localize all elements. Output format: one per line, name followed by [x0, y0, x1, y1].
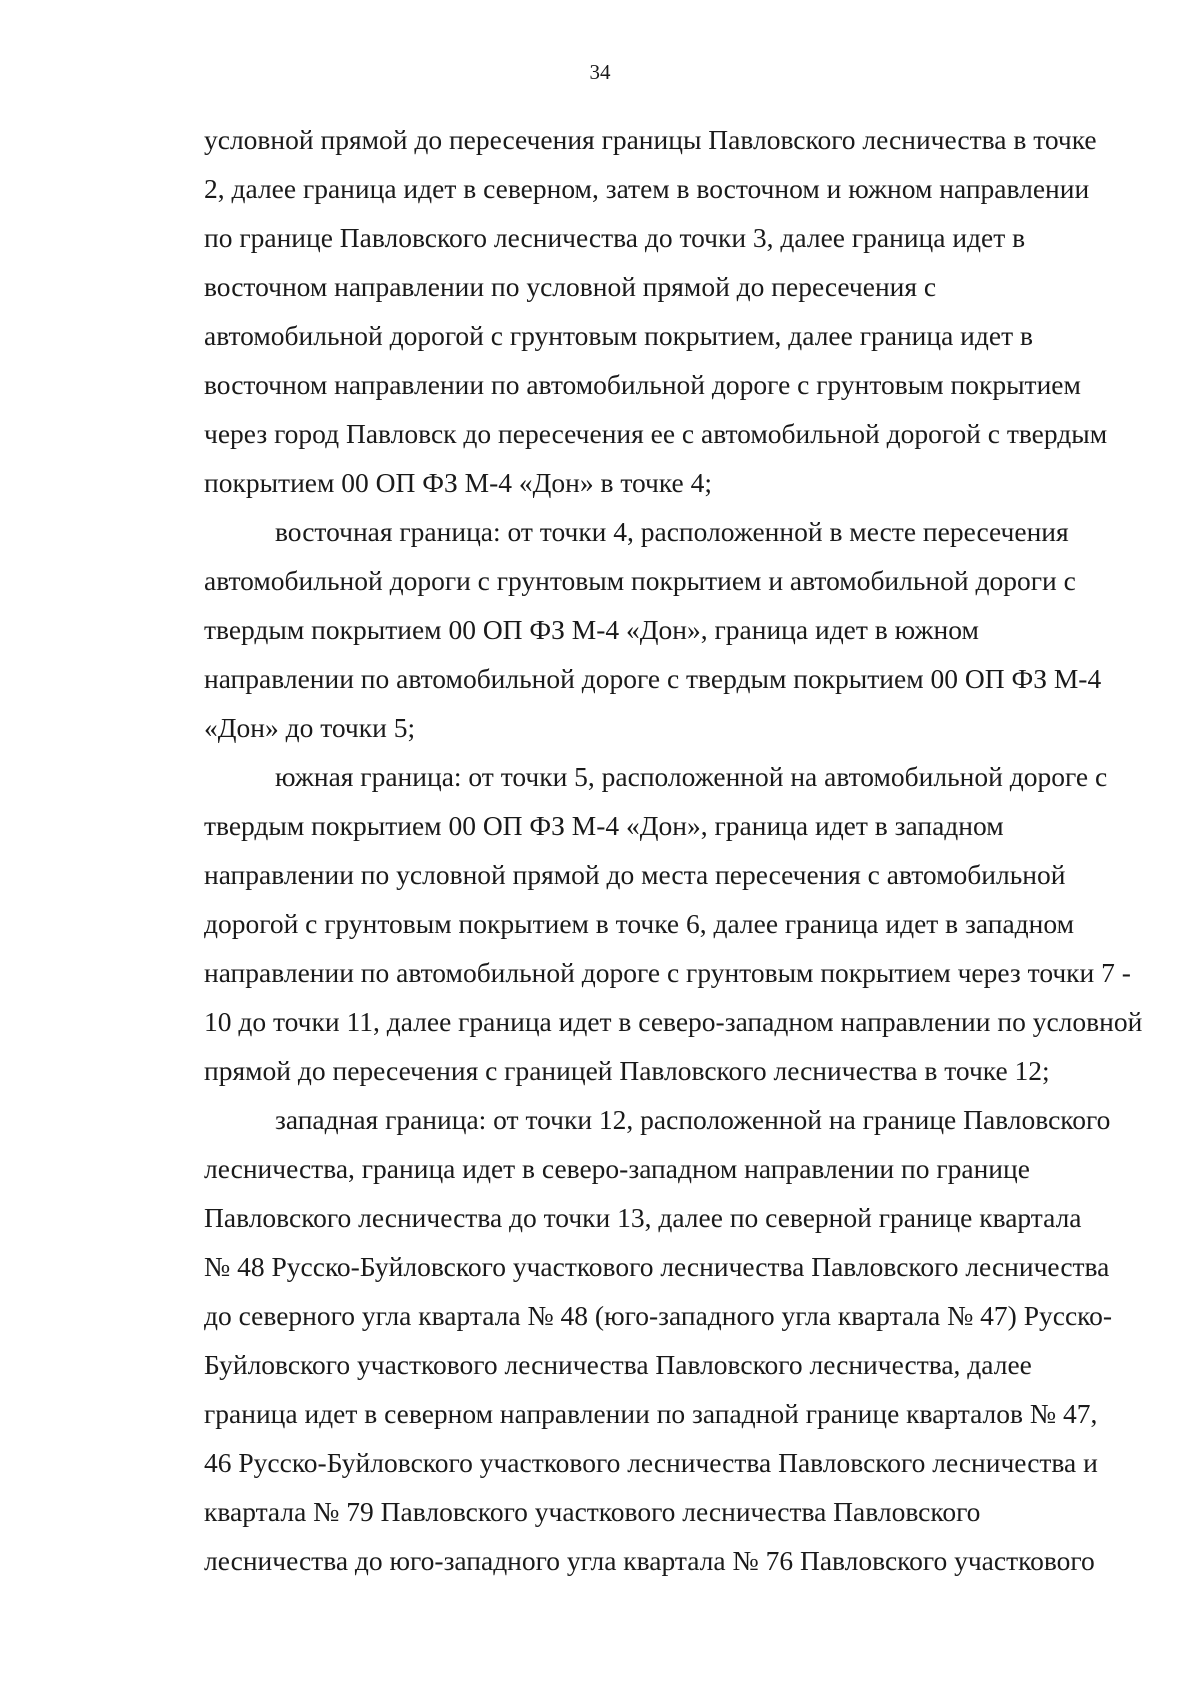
- page-number: 34: [589, 60, 611, 84]
- document-body: [204, 115, 1156, 1585]
- paragraph-west-border: западная граница: от точки 12, расположенной на границе Павловского лесничества, граница идет в северо-западном направлении по границе Павловского лесничества до точки 13, далее по северной границе квартала № 48 Русско-Буйловского участкового лесничества Павловского лесничества до северного угла квартала № 48 (юго-западного угла квартала № 47) Русско- Буйловского участкового лесничества Павловского лесничества, далее граница идет в северном направлении по западной границе кварталов № 47, 46 Русско-Буйловского участкового лесничества Павловского лесничества и квартала № 79 Павловского участкового лесничества Павловского лесничества до юго-западного угла квартала № 76 Павловского участкового: [204, 1104, 1113, 1576]
- paragraph-north-border-continuation: условной прямой до пересечения границы Павловского лесничества в точке 2, далее граница идет в северном, затем в восточном и южном направлении по границе Павловского лесничества до точки 3, далее граница идет в восточном направлении по условной прямой до пересечения с автомобильной дорогой с грунтовым покрытием, далее граница идет в восточном направлении по автомобильной дороге с грунтовым покрытием через город Павловск до пересечения ее с автомобильной дорогой с твердым покрытием 00 ОП ФЗ М-4 «Дон» в точке 4;: [204, 124, 1108, 498]
- paragraph-south-border: южная граница: от точки 5, расположенной на автомобильной дороге с твердым покрытием 00 ОП ФЗ М-4 «Дон», граница идет в западном направлении по условной прямой до места пересечения с автомобильной дорогой с грунтовым покрытием в точке 6, далее граница идет в западном направлении по автомобильной дороге с грунтовым покрытием через точки 7 - 10 до точки 11, далее граница идет в северо-западном направлении по условной прямой до пересечения с границей Павловского лесничества в точке 12;: [204, 761, 1143, 1086]
- paragraph-east-border: восточная граница: от точки 4, расположенной в месте пересечения автомобильной дороги с грунтовым покрытием и автомобильной дороги с твердым покрытием 00 ОП ФЗ М-4 «Дон», граница идет в южном направлении по автомобильной дороге с твердым покрытием 00 ОП ФЗ М-4 «Дон» до точки 5;: [204, 516, 1102, 743]
